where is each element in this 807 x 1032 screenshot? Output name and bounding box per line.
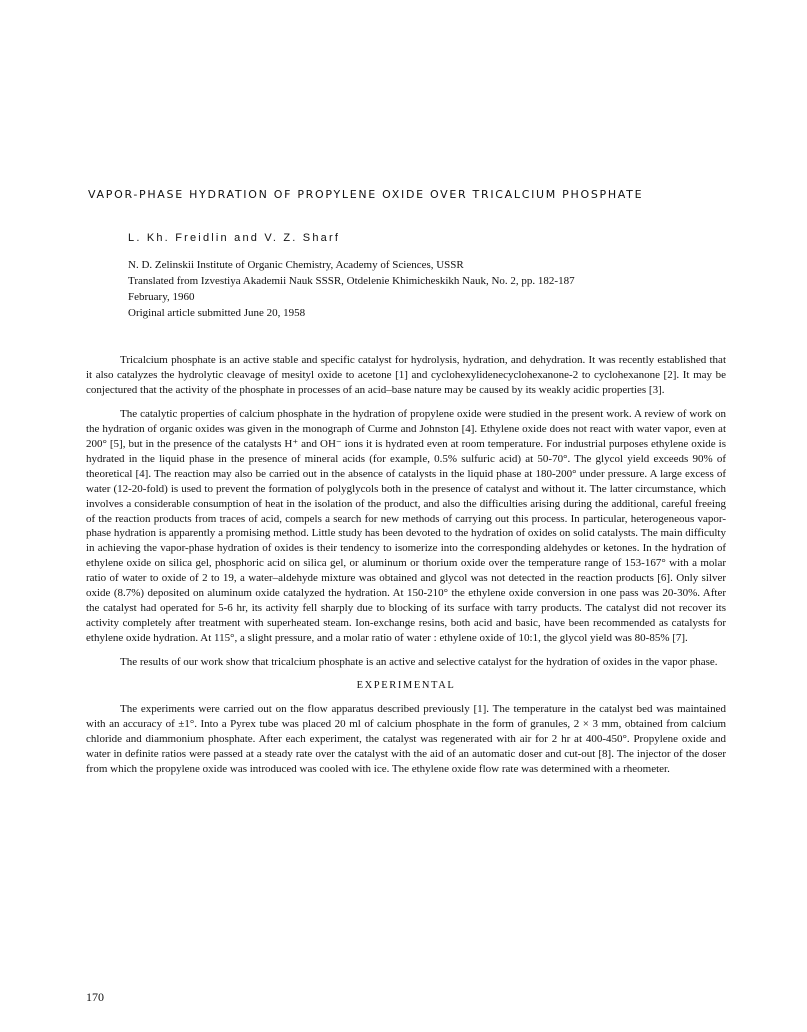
article-authors: L. Kh. Freidlin and V. Z. Sharf bbox=[128, 232, 341, 244]
affiliation-block bbox=[128, 257, 768, 321]
article-title: VAPOR-PHASE HYDRATION OF PROPYLENE OXIDE OVER TRICALCIUM PHOSPHATE bbox=[88, 188, 644, 201]
body-paragraph-review: The catalytic properties of calcium phosphate in the hydration of propylene oxide were studied in the present work. A review of work on the hydration of organic oxides was given in the monograph of Curme and Johnston [4]. Ethylene oxide does not react with water vapor, even at 200° [5], but in the presence of the catalysts H⁺ and OH⁻ ions it is hydrated even at room temperature. For industrial purposes ethylene oxide is hydrated in the liquid phase in the presence of mineral acids (for example, 0.5% sulfuric acid) at 50-70°. The glycol yield exceeds 90% of theoretical [4]. The reaction may also be carried out in the absence of catalysts in the liquid phase at 180-200° under pressure. A large excess of water (12-20-fold) is used to prevent the formation of polyglycols both in the presence of catalyst and without it. The latter circumstance, which involves a considerable consumption of heat in the isolation of the product, and also the difficulties arising during the additional, careful freeing of the reaction products from traces of acid, compels a search for new methods of carrying out this process. In particular, heterogeneous vapor-phase hydration is apparently a promising method. Little study has been devoted to the hydration of oxides on solid catalysts. The main difficulty in achieving the vapor-phase hydration of oxides is their tendency to isomerize into the corresponding aldehydes or ketones. In the hydration of ethylene oxide on silica gel, phosphoric acid on silica gel, or aluminum or thorium oxide over the temperature range of 153-167° with a molar ratio of water to oxide of 2 to 19, a water–aldehyde mixture was obtained and glycol was not detected in the reaction products [6]. Only silver oxide (8.7%) deposited on aluminum oxide catalyzed the hydration. At 150-210° the ethylene oxide conversion in one pass was 20-30%. After the catalyst had operated for 5-6 hr, its activity fell sharply due to blocking of its surface with tarry products. The catalyst did not recover its activity completely after treatment with superheated steam. Ion-exchange resins, both acid and basic, have been recommended as catalysts for ethylene oxide hydration. At 115°, a slight pressure, and a molar ratio of water : ethylene oxide of 10:1, the glycol yield was 80-85% [7]. bbox=[86, 407, 726, 645]
body-paragraph-intro: Tricalcium phosphate is an active stable and specific catalyst for hydrolysis, hydration, and dehydration. It was recently established that it also catalyzes the hydrolytic cleavage of mesityl oxide to acetone [1] and cyclohexylidenecyclohexanone-2 to cyclohexanone [2]. It may be conjectured that the activity of the phosphate in processes of an acid–base nature may be caused by its weakly acidic properties [3]. bbox=[86, 354, 726, 396]
publication-date: February, 1960 bbox=[128, 291, 195, 303]
translation-source: Translated from Izvestiya Akademii Nauk SSSR, Otdelenie Khimicheskikh Nauk, No. 2, pp. 182-187 bbox=[128, 275, 575, 287]
article-body bbox=[86, 353, 726, 786]
body-paragraph-results: The results of our work show that tricalcium phosphate is an active and selective catalyst for the hydration of oxides in the vapor phase. bbox=[120, 656, 718, 669]
section-heading-experimental: EXPERIMENTAL bbox=[356, 680, 456, 692]
affiliation-institute: N. D. Zelinskii Institute of Organic Chemistry, Academy of Sciences, USSR bbox=[128, 259, 464, 271]
submission-date: Original article submitted June 20, 1958 bbox=[128, 307, 306, 319]
page-number: 170 bbox=[86, 990, 104, 1004]
body-paragraph-experimental: The experiments were carried out on the flow apparatus described previously [1]. The temperature in the catalyst bed was maintained with an accuracy of ±1°. Into a Pyrex tube was placed 20 ml of calcium phosphate in the form of granules, 2 × 3 mm, obtained from calcium chloride and diammonium phosphate. After each experiment, the catalyst was regenerated with air for 2 hr at 400-450°. Propylene oxide and water in definite ratios were passed at a steady rate over the catalyst with the aid of an automatic doser and cut-out [8]. The injector of the doser from which the propylene oxide was introduced was cooled with ice. The ethylene oxide flow rate was determined with a rheometer. bbox=[86, 703, 726, 775]
